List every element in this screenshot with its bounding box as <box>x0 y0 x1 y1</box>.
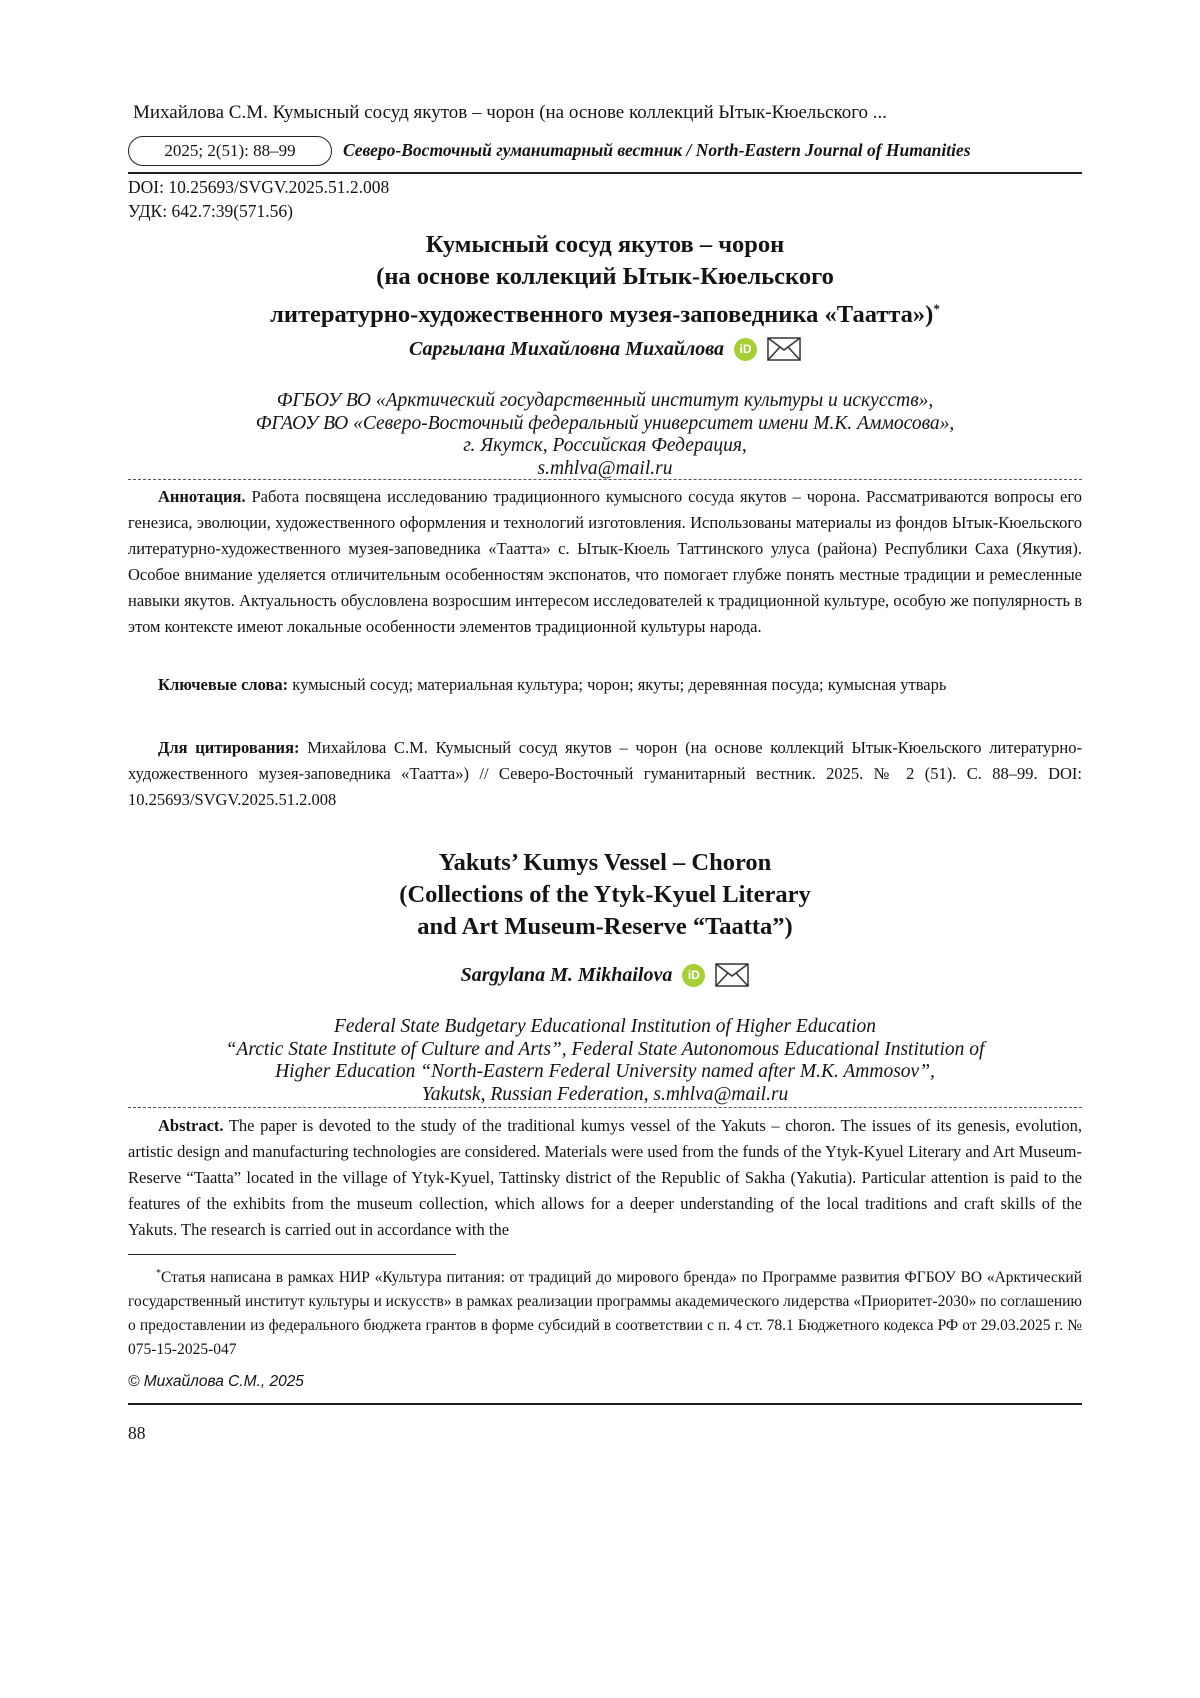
en-abstract-label: Abstract. <box>158 1116 224 1135</box>
mail-icon[interactable] <box>767 337 801 361</box>
footnote <box>128 1262 1082 1362</box>
ru-author-name: Саргылана Михайловна Михайлова <box>409 337 724 360</box>
en-affiliation-line: “Arctic State Institute of Culture and Arts”, Federal State Autonomous Educational Institution of <box>225 1038 985 1060</box>
copyright: © Михайлова С.М., 2025 <box>128 1373 304 1390</box>
ru-abstract-text: Работа посвящена исследованию традиционного кумысного сосуда якутов – чорона. Рассматриваются вопросы его генезиса, эволюции, художественного оформления и технологий изготовления. Использованы материалы из фондов Ытык-Кюельского литературно-художественного музея-заповедника «Таатта» с. Ытык-Кюель Таттинского улуса (района) Республики Саха (Якутия). Особое внимание уделяется отличительным особенностям экспонатов, что помогает глубже понять местные традиции и ремесленные навыки якутов. Актуальность обусловлена возросшим интересом исследователей к традиционной культуре, особую же популярность в этом контексте имеют локальные особенности элементов традиционной культуры народа. <box>128 487 1082 636</box>
doi[interactable]: DOI: 10.25693/SVGV.2025.51.2.008 <box>128 177 390 197</box>
footnote-marker[interactable]: * <box>933 301 940 316</box>
en-affiliation-line: Yakutsk, Russian Federation, s.mhlva@mail.ru <box>421 1083 789 1105</box>
running-title: Михайлова С.М. Кумысный сосуд якутов – чорон (на основе коллекций Ытык-Кюельского ... <box>133 102 888 123</box>
footnote-mark: * <box>156 1268 161 1279</box>
page-number: 88 <box>128 1423 146 1443</box>
en-affiliation-line: Higher Education “North-Eastern Federal University named after M.K. Ammosov”, <box>275 1061 935 1082</box>
ru-affiliation-line: ФГБОУ ВО «Арктический государственный институт культуры и искусств», <box>276 390 934 411</box>
ru-title-line-last <box>128 293 1082 331</box>
ru-citation-label: Для цитирования: <box>158 738 300 757</box>
footnote-rule <box>128 1254 456 1255</box>
udc: УДК: 642.7:39(571.56) <box>128 201 293 221</box>
issue-badge: 2025; 2(51): 88–99 <box>128 136 332 166</box>
ru-title-line: литературно-художественного музея-заповедника «Таатта») <box>270 301 934 329</box>
en-abstract-text: The paper is devoted to the study of the traditional kumys vessel of the Yakuts – choron. The issues of its genesis, evolution, artistic design and manufacturing technologies are considered. Materials were used from the funds of the Ytyk-Kyuel Literary and Art Museum-Reserve “Taatta” located in the village of Ytyk-Kyuel, Tattinsky district of the Republic of Sakha (Yakutia). Particular attention is paid to the features of the exhibits from the museum collection, which allows for a deeper understanding of the local traditions and craft skills of the Yakuts. The research is carried out in accordance with the <box>128 1116 1082 1239</box>
ru-citation-text: Михайлова С.М. Кумысный сосуд якутов – чорон (на основе коллекций Ытык-Кюельского литературно-художественного музея-заповедника «Таатта») // Северо-Восточный гуманитарный вестник. 2025. № 2 (51). С. 88–99. DOI: 10.25693/SVGV.2025.51.2.008 <box>128 738 1083 809</box>
ru-title-line: (на основе коллекций Ытык-Кюельского <box>376 263 834 290</box>
ru-affiliation <box>128 390 1082 480</box>
dashed-divider <box>128 479 1082 480</box>
journal-name: Северо-Восточный гуманитарный вестник / North-Eastern Journal of Humanities <box>343 140 971 160</box>
footnote-text: Статья написана в рамках НИР «Культура питания: от традиций до мирового бренда» по Программе развития ФГБОУ ВО «Арктический государственный институт культуры и искусств» в рамках реализации программы академического лидерства «Приоритет-2030» по соглашению о предоставлении из федерального бюджета грантов в форме субсидий в соответствии с п. 4 ст. 78.1 Бюджетного кодекса РФ от 29.03.2025 г. № 075-15-2025-047 <box>128 1269 1082 1359</box>
en-author-line <box>128 963 1082 987</box>
ru-affiliation-line: г. Якутск, Российская Федерация, <box>463 435 747 456</box>
ru-citation <box>128 735 1082 813</box>
ru-title-line: Кумысный сосуд якутов – чорон <box>425 231 785 258</box>
en-title <box>128 847 1082 943</box>
orcid-icon[interactable]: iD <box>682 964 705 987</box>
ru-email[interactable]: s.mhlva@mail.ru <box>537 457 673 479</box>
footer-rule <box>128 1403 1082 1405</box>
ru-affiliation-line: ФГАОУ ВО «Северо-Восточный федеральный университет имени М.К. Аммосова», <box>255 412 955 434</box>
header-rule <box>128 172 1082 174</box>
ru-abstract-label: Аннотация. <box>158 487 246 506</box>
ru-keywords <box>128 672 1082 698</box>
en-title-line: (Collections of the Ytyk-Kyuel Literary <box>399 881 811 908</box>
ru-title <box>128 229 1082 331</box>
en-author-name: Sargylana M. Mikhailova <box>460 963 673 986</box>
en-abstract <box>128 1113 1082 1243</box>
en-affiliation <box>128 1016 1082 1106</box>
ru-author-line <box>128 337 1082 361</box>
en-affiliation-line: Federal State Budgetary Educational Institution of Higher Education <box>333 1016 877 1037</box>
mail-icon[interactable] <box>715 963 749 987</box>
en-title-line: Yakuts’ Kumys Vessel – Choron <box>438 849 772 876</box>
dashed-divider <box>128 1107 1082 1108</box>
ru-abstract <box>128 484 1082 640</box>
ru-keywords-text: кумысный сосуд; материальная культура; чорон; якуты; деревянная посуда; кумысная утварь <box>288 675 947 694</box>
orcid-icon[interactable]: iD <box>734 338 757 361</box>
en-title-line: and Art Museum-Reserve “Taatta”) <box>417 913 793 940</box>
ru-keywords-label: Ключевые слова: <box>158 675 289 694</box>
